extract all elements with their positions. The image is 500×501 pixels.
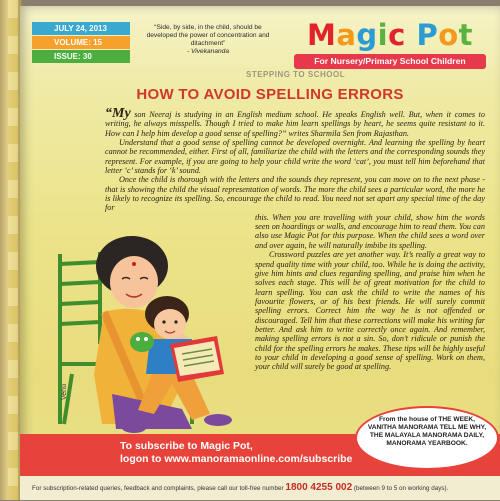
drop-cap: “My	[105, 106, 131, 121]
article-paragraph: this. When you are travelling with your child, show him the words seen on hoardings or walls, and encourage him to read them. You can also use Magic Pot for this purpose. When the child sees a word over and over again, he will naturally imbibe its spelling.	[255, 212, 485, 250]
issue-tag: ISSUE: 30	[32, 50, 130, 63]
footer-hours: (between 9 to 5 on working days).	[353, 485, 449, 492]
bindi	[132, 262, 136, 266]
article-paragraph: “My son Neeraj is studying in an English medium school. He speaks English well. But, when it comes to writing, he always misspells. Though I tried to make him learn spellings by heart, he seems quite resistant to it. How can I help him develop a good sense of spelling?” writes Sharmila Sen from Rajasthan.	[105, 106, 485, 138]
header-quote	[146, 24, 270, 56]
date-tag: JULY 24, 2013	[32, 22, 130, 35]
quote-author: - Vivekananda	[186, 48, 230, 55]
illustrator-signature: Venu	[61, 384, 68, 400]
toll-free-number: 1800 4255 002	[285, 482, 353, 493]
magazine-page	[20, 6, 500, 500]
publisher-text: From the house of THE WEEK, VANITHA MANORAMA TELL ME WHY, THE MALAYALA MANORAMA DAILY, MANORAMA YEARBOOK.	[367, 416, 487, 447]
article-paragraph: Understand that a good sense of spelling cannot be developed overnight. And learning the spelling by heart cannot be recommended, either. First of all, familiarize the child with the letters and the corresponding sounds they represent. For example, if you are going to help your child write the word ‘cat’, you must tell him beforehand that letter ‘c’ stands for ‘k’ sound.	[105, 138, 485, 176]
magic-pot-brand	[290, 18, 490, 69]
footer-text: For subscription-related queries, feedback and complaints, please call our toll-free number	[32, 485, 284, 492]
article-paragraph: Once the child is thorough with the letters and the sounds they represent, you can move on to the next phase -that is showing the child the visual representation of words. The more the child sees a particular word, the more he is likely to recognize its spelling. So, encourage the child to read. You need not set apart any special time of the day for	[105, 175, 485, 213]
magic-pot-logo: Magic Pot	[306, 18, 474, 52]
child-face	[154, 309, 186, 339]
article-paragraph: Crossword puzzles are yet another way. It’s really a great way to spend quality time with your child, too. While he is doing the activity, give him hints and clues regarding spelling, and praise him when he solves each stage. This will be of great motivation for the child to learn spelling. You can ask the child to write the names of his favourite flowers, or of his best friends. He will surely commit spelling errors. Correct him the way he is not offended or discouraged. Tell him that these corrections will make his writing far better. And ask him to write correctly once again. And remember, making spelling errors is not a sin. So, don’t ridicule or punish the child for the spelling errors he makes. These tips will be highly useful to your child in developing a good sense of spelling. Work on them, your child will surely be good at spelling.	[255, 250, 485, 372]
magazine-spine	[0, 0, 22, 500]
spine-strip	[8, 0, 18, 500]
article-title: HOW TO AVOID SPELLING ERRORS	[136, 86, 404, 103]
green-toy	[130, 332, 154, 352]
bleed-through-text: STEPPING TO SCHOOL	[246, 70, 346, 79]
brand-tagline: For Nursery/Primary School Children	[294, 54, 486, 69]
wrapped-text	[255, 213, 485, 372]
mother-child-reading-illustration	[42, 224, 254, 442]
footer-contact	[20, 476, 500, 500]
subscribe-link[interactable]: logon to www.manoramaonline.com/subscribe	[120, 453, 353, 465]
publisher-badge	[355, 406, 499, 470]
quote-text: “Side, by side, in the child, should be developed the power of concentration and ditachment”	[146, 24, 270, 47]
issue-tags	[32, 22, 130, 64]
subscribe-line-1: To subscribe to Magic Pot,	[120, 440, 253, 452]
volume-tag: VOLUME: 15	[32, 36, 130, 49]
